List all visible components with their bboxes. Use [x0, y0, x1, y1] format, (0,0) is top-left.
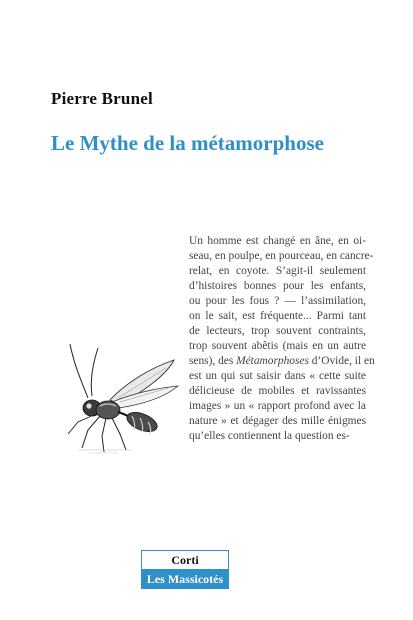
blurb-line: est un qui sut saisir dans « cette suite — [189, 370, 366, 382]
blurb-line: qu’elles contiennent la question es- — [189, 430, 350, 442]
blurb-line-mixed — [189, 354, 375, 369]
author-name: Pierre Brunel — [51, 89, 153, 108]
publisher-logo — [141, 550, 229, 589]
blurb-line: nature » et dégager des mille énigmes — [189, 415, 366, 427]
wasp-illustration-icon — [48, 338, 188, 458]
blurb-line: images » un « rapport profond avec la — [189, 400, 366, 412]
back-blurb — [189, 234, 375, 444]
blurb-line: délicieuse de mobiles et ravissantes — [189, 385, 366, 397]
blurb-fragment: d’Ovide, il en — [308, 355, 375, 367]
publisher-name: Corti — [141, 550, 229, 570]
blurb-line: relat, en coyote. S’agit-il seulement — [189, 265, 366, 277]
blurb-line: on le sait, est fréquente... Parmi tant — [189, 310, 366, 322]
blurb-line: trop souvent abêtis (mais en un autre — [189, 340, 366, 352]
blurb-line: de lecteurs, trop souvent contraints, — [189, 325, 366, 337]
blurb-line: seau, en poulpe, en pourceau, en cancre- — [189, 250, 374, 262]
blurb-line: Un homme est changé en âne, en oi- — [189, 235, 366, 247]
book-title: Le Mythe de la métamorphose — [51, 131, 324, 155]
collection-name: Les Massicotés — [141, 570, 229, 589]
blurb-line: d’histoires bonnes pour les enfants, — [189, 280, 366, 292]
blurb-line: ou pour les fous ? — l’assimilation, — [189, 295, 366, 307]
blurb-fragment: sens), des — [189, 355, 237, 367]
blurb-italic-title: Métamorphoses — [236, 355, 309, 367]
